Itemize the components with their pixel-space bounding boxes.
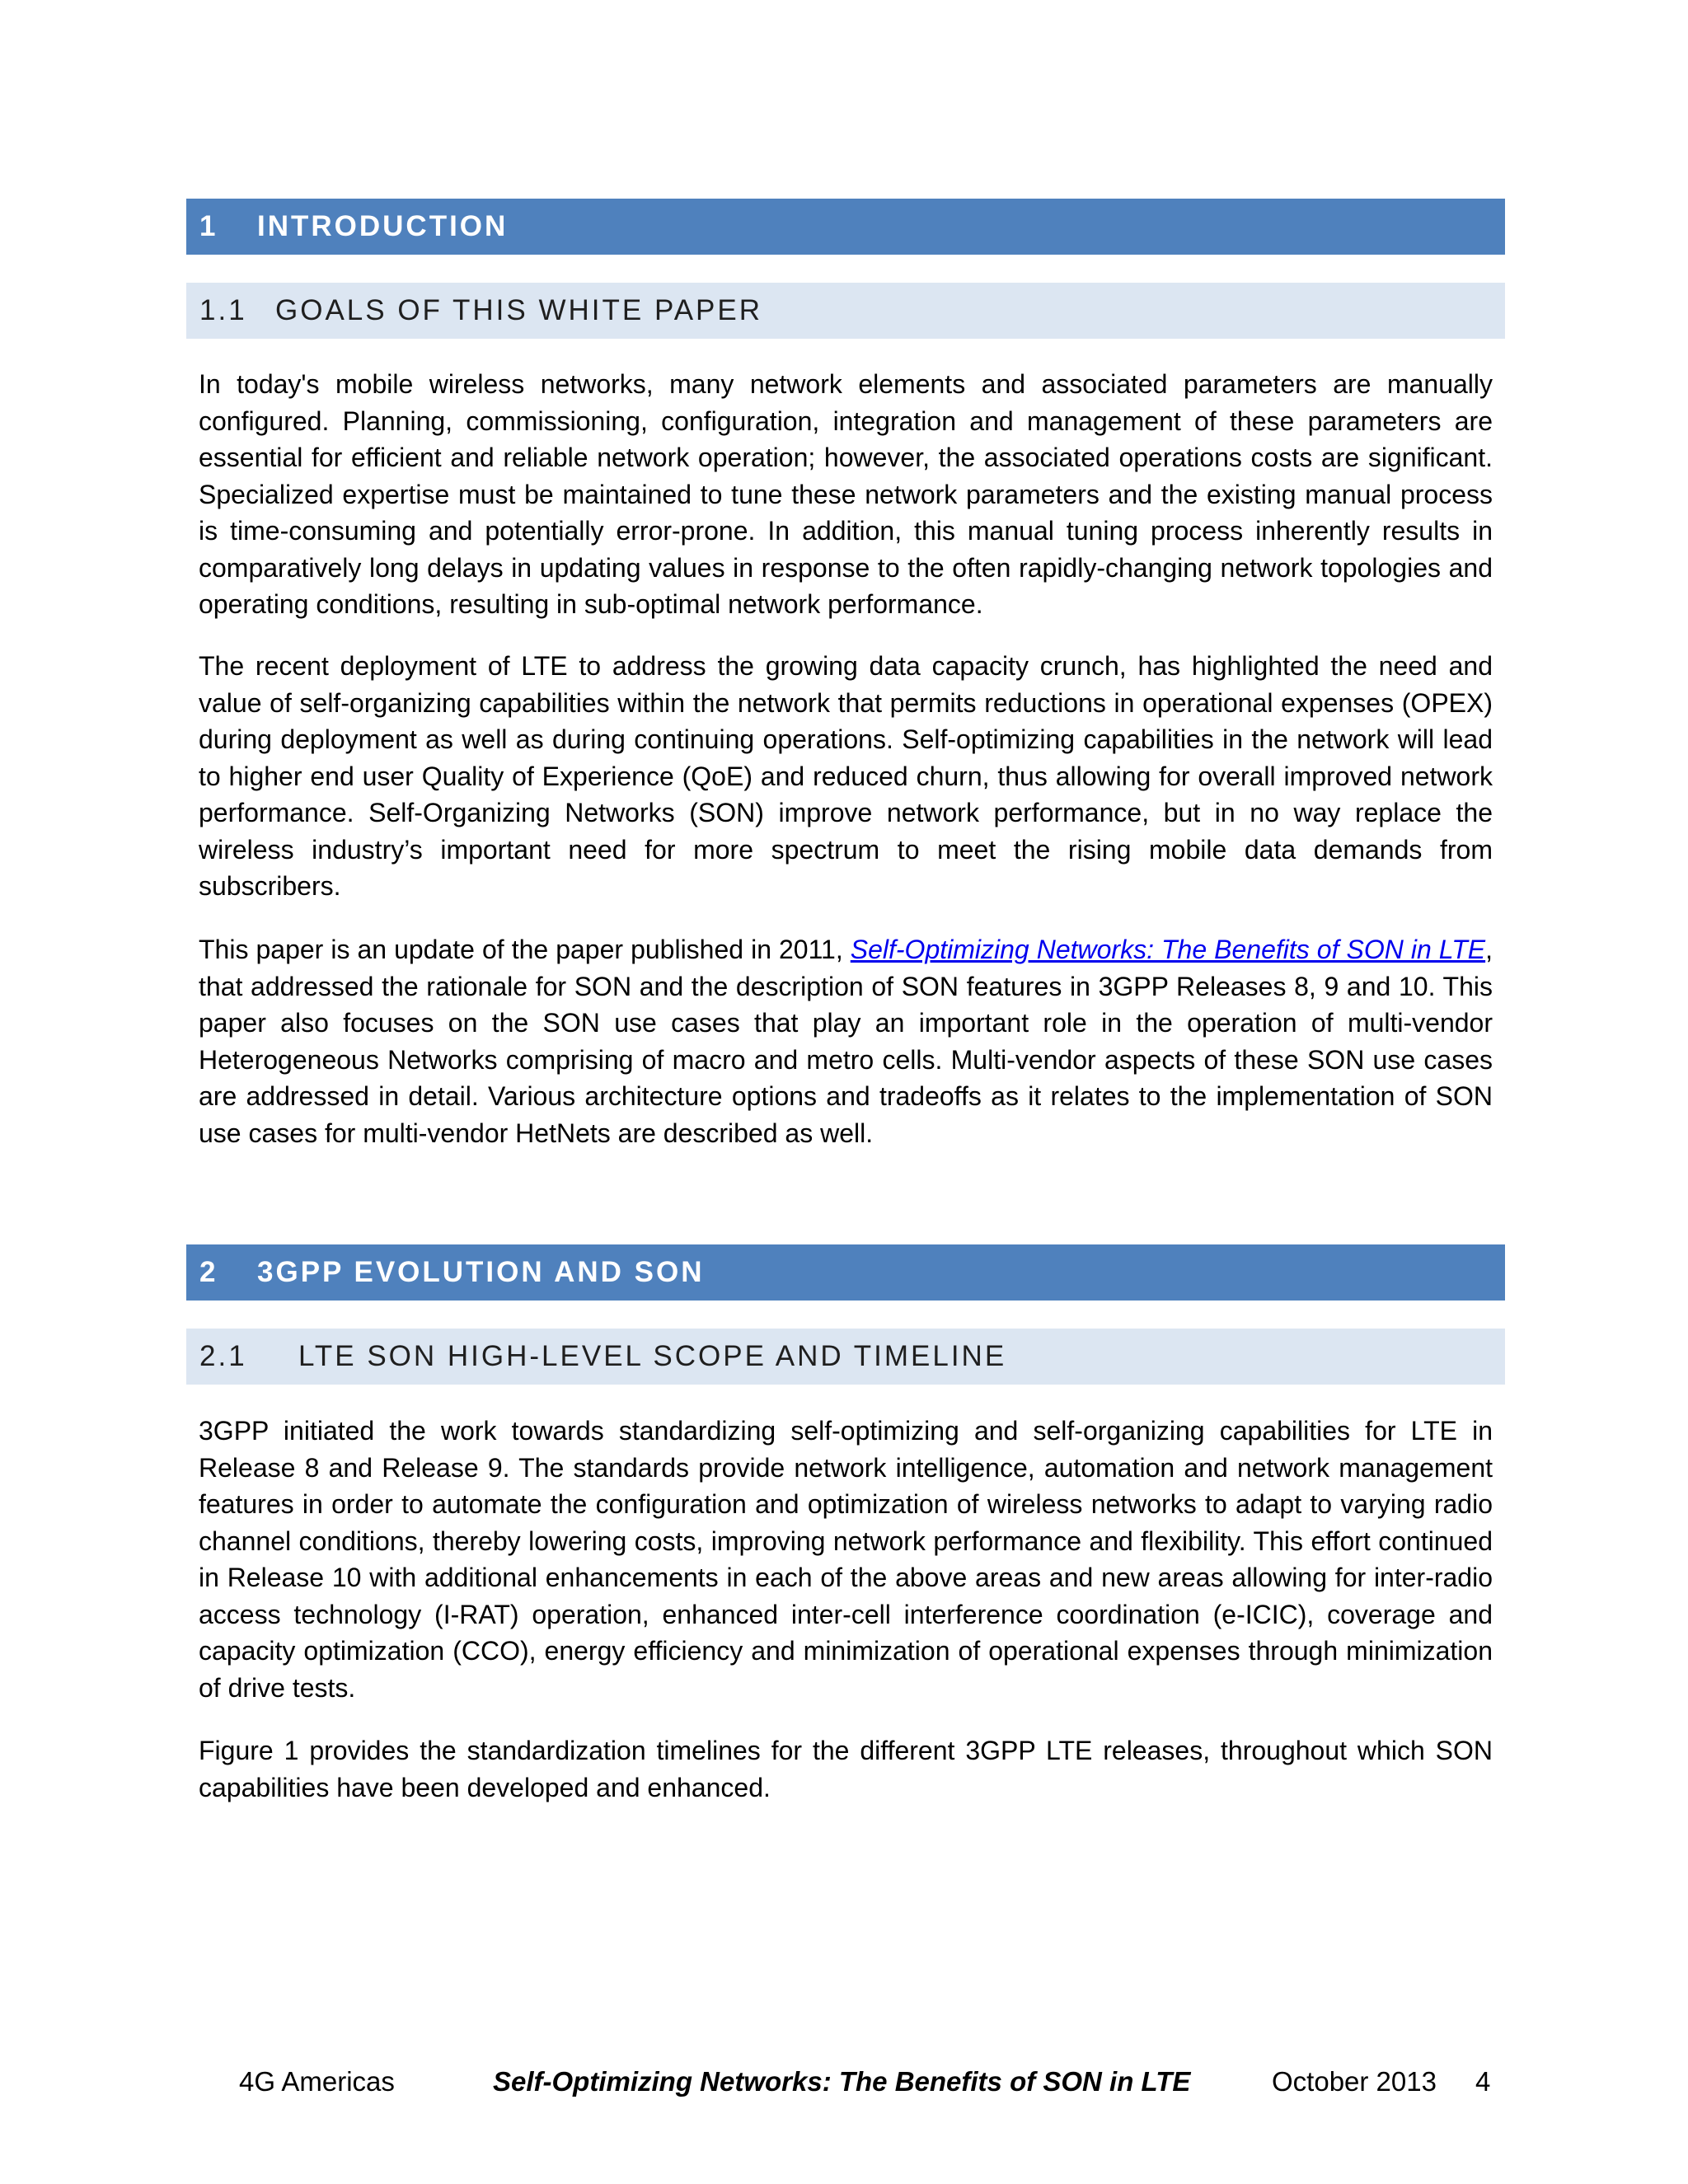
intro-paragraph-3-lead: This paper is an update of the paper published in 2011, <box>199 935 851 964</box>
scope-paragraph-1: 3GPP initiated the work towards standardizing self-optimizing and self-organizing capabilities for LTE in Release 8 and Release 9. The standards provide network intelligence, automation and network management features in order to automate the configuration and optimization of wireless networks to adapt to varying radio channel conditions, thereby lowering costs, improving network performance and flexibility. This effort continued in Release 10 with additional enhancements in each of the above areas and new areas allowing for inter-radio access technology (I-RAT) operation, enhanced inter-cell interference coordination (e-ICIC), coverage and capacity optimization (CCO), energy efficiency and minimization of operational expenses through minimization of drive tests. <box>199 1416 1493 1703</box>
section-1-1-title: GOALS OF THIS WHITE PAPER <box>275 294 763 326</box>
section-2-1-number: 2.1 <box>199 1340 247 1372</box>
section-1-title: INTRODUCTION <box>257 210 509 242</box>
footer-document-title: Self-Optimizing Networks: The Benefits of SON in LTE <box>493 2066 1191 2097</box>
son-2011-paper-link[interactable]: Self-Optimizing Networks: The Benefits of SON in LTE <box>850 935 1486 964</box>
intro-paragraph-3 <box>199 931 1493 1151</box>
intro-paragraph-1: In today's mobile wireless networks, many network elements and associated parameters are manually configured. Planning, commissioning, configuration, integration and management of these parameters are essential for efficient and reliable network operation; however, the associated operations costs are significant. Specialized expertise must be maintained to tune these network parameters and the existing manual process is time-consuming and potentially error-prone. In addition, this manual tuning process inherently results in comparatively long delays in updating values in response to the often rapidly-changing network topologies and operating conditions, resulting in sub-optimal network performance. <box>199 369 1493 619</box>
section-1-1-heading <box>186 283 1505 339</box>
footer-page-number: 4 <box>1475 2066 1491 2097</box>
scope-paragraph-2: Figure 1 provides the standardization timelines for the different 3GPP LTE releases, throughout which SON capabilities have been developed and enhanced. <box>199 1736 1493 1802</box>
intro-paragraph-3-rest: , that addressed the rationale for SON and the description of SON features in 3GPP Releases 8, 9 and 10. This paper also focuses on the SON use cases that play an important role in the operation of multi-vendor Heterogeneous Networks comprising of macro and metro cells. Multi-vendor aspects of these SON use cases are addressed in detail. Various architecture options and tradeoffs as it relates to the implementation of SON use cases for multi-vendor HetNets are described as well. <box>199 935 1493 1148</box>
section-2-number: 2 <box>199 1256 218 1288</box>
section-1-number: 1 <box>199 210 218 242</box>
footer-organization: 4G Americas <box>239 2066 395 2097</box>
section-2-1-heading <box>186 1329 1505 1385</box>
section-2-title: 3GPP EVOLUTION AND SON <box>257 1256 705 1288</box>
section-2-heading <box>186 1244 1505 1301</box>
intro-paragraph-2: The recent deployment of LTE to address the growing data capacity crunch, has highlighted the need and value of self-organizing capabilities within the network that permits reductions in operational expenses (OPEX) during deployment as well as during continuing operations. Self-optimizing capabilities in the network will lead to higher end user Quality of Experience (QoE) and reduced churn, thus allowing for overall improved network performance. Self-Organizing Networks (SON) improve network performance, but in no way replace the wireless industry’s important need for more spectrum to meet the rising mobile data demands from subscribers. <box>199 651 1493 901</box>
footer-date: October 2013 <box>1272 2066 1437 2097</box>
section-1-heading <box>186 199 1505 255</box>
section-1-1-number: 1.1 <box>199 294 247 326</box>
section-2-1-title: LTE SON HIGH-LEVEL SCOPE AND TIMELINE <box>298 1340 1007 1372</box>
